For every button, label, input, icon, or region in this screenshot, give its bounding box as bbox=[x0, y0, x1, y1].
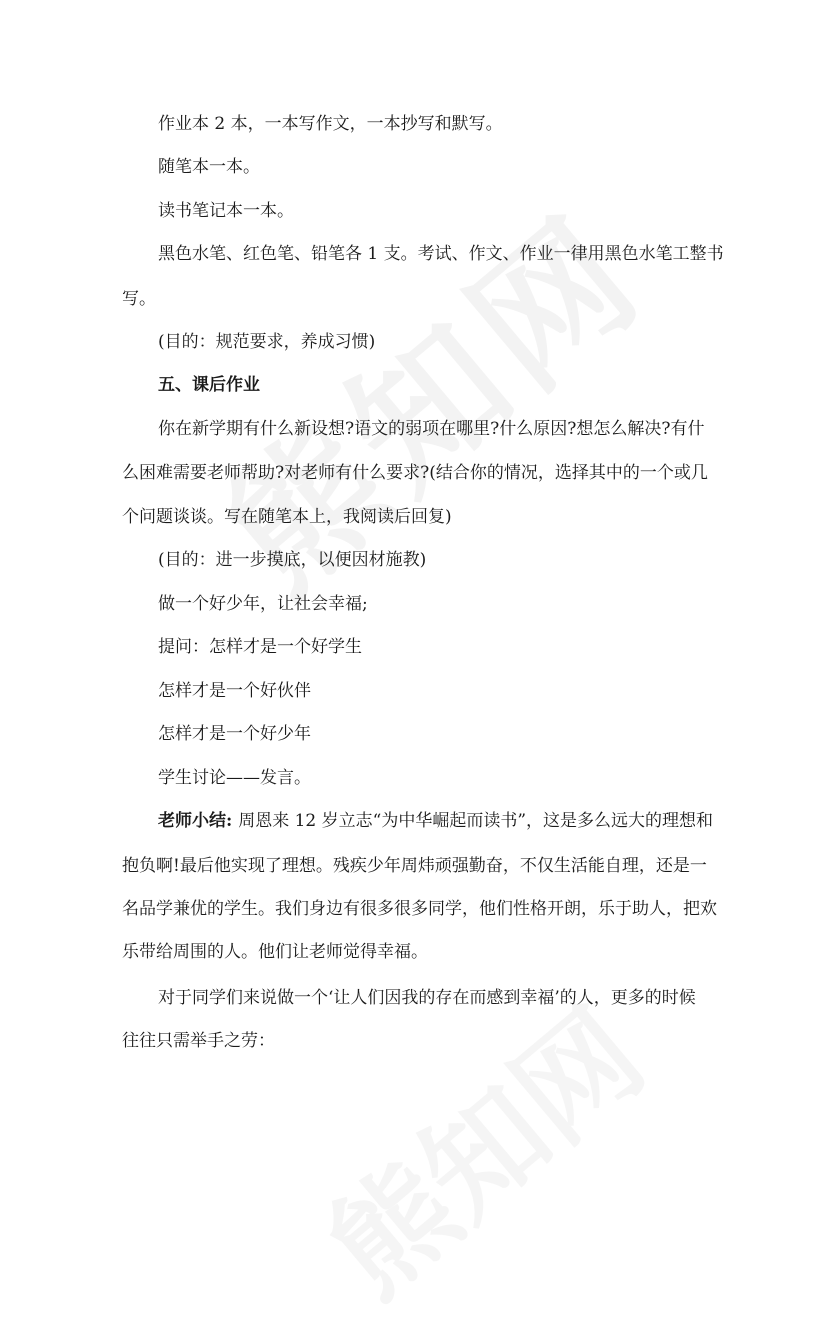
paragraph-line: 抱负啊!最后他实现了理想。残疾少年周炜顽强勤奋，不仅生活能自理，还是一 bbox=[122, 856, 707, 876]
paragraph-line: 怎样才是一个好少年 bbox=[158, 724, 311, 744]
paragraph-line: 往往只需举手之劳： bbox=[122, 1031, 275, 1051]
summary-label: 老师小结: bbox=[158, 811, 239, 831]
paragraph-line: 做一个好少年，让社会幸福; bbox=[158, 594, 368, 614]
summary-first-line bbox=[158, 810, 712, 832]
paragraph-line: 作业本 2 本，一本写作文，一本抄写和默写。 bbox=[158, 114, 503, 134]
paragraph-line: 写。 bbox=[122, 289, 156, 309]
paragraph-line: 学生讨论——发言。 bbox=[158, 768, 311, 788]
paragraph-line: 个问题谈谈。写在随笔本上，我阅读后回复) bbox=[122, 507, 452, 527]
paragraph-line: (目的：规范要求，养成习惯) bbox=[158, 332, 376, 352]
paragraph-line: 么困难需要老师帮助?对老师有什么要求?(结合你的情况，选择其中的一个或几 bbox=[122, 463, 708, 483]
paragraph-line: 黑色水笔、红色笔、铅笔各 1 支。考试、作文、作业一律用黑色水笔工整书 bbox=[158, 244, 724, 264]
paragraph-line: 提问：怎样才是一个好学生 bbox=[158, 637, 362, 657]
section-heading: 五、课后作业 bbox=[158, 375, 260, 395]
paragraph-line: 对于同学们来说做一个‘让人们因我的存在而感到幸福’的人，更多的时候 bbox=[158, 988, 696, 1008]
watermark-bottom bbox=[287, 964, 673, 1327]
paragraph-line: 随笔本一本。 bbox=[158, 157, 260, 177]
summary-text: 周恩来 12 岁立志“为中华崛起而读书”，这是多么远大的理想和 bbox=[238, 811, 714, 831]
paragraph-line: 名品学兼优的学生。我们身边有很多很多同学，他们性格开朗，乐于助人，把欢 bbox=[122, 899, 717, 919]
paragraph-line: (目的：进一步摸底，以便因材施教) bbox=[158, 550, 427, 570]
paragraph-line: 怎样才是一个好伙伴 bbox=[158, 681, 311, 701]
paragraph-line: 读书笔记本一本。 bbox=[158, 201, 294, 221]
paragraph-line: 你在新学期有什么新设想?语文的弱项在哪里?什么原因?想怎么解决?有什 bbox=[158, 419, 705, 439]
paragraph-line: 乐带给周围的人。他们让老师觉得幸福。 bbox=[122, 942, 428, 962]
